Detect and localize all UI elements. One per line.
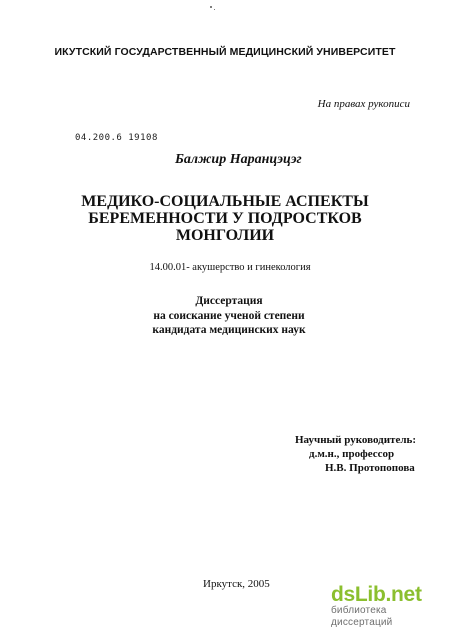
- degree-line: на соискание ученой степени: [153, 309, 305, 322]
- manuscript-note: На правах рукописи: [317, 98, 410, 110]
- university-name: ИКУТСКИЙ ГОСУДАРСТВЕННЫЙ МЕДИЦИНСКИЙ УНИВЕРСИТЕТ: [54, 46, 396, 58]
- supervisor-name: Н.В. Протопопова: [325, 462, 415, 474]
- supervisor-degree: д.м.н., профессор: [309, 448, 395, 460]
- degree-line: Диссертация: [195, 295, 263, 307]
- author-name: Балжир Наранцэцэг: [175, 152, 302, 167]
- watermark-brand: dsLib.net: [331, 583, 422, 606]
- degree-statement: [0, 294, 450, 338]
- registration-stamp: 04.200.6 19108: [75, 133, 158, 143]
- supervisor-label: Научный руководитель:: [295, 434, 416, 446]
- scan-speck: [214, 9, 215, 10]
- watermark-tagline: библиотека диссертаций: [331, 605, 393, 628]
- degree-line: кандидата медицинских наук: [152, 324, 306, 336]
- title-line: МОНГОЛИИ: [175, 227, 275, 244]
- title-line: МЕДИКО-СОЦИАЛЬНЫЕ АСПЕКТЫ: [81, 193, 369, 210]
- specialty-code: 14.00.01- акушерство и гинекология: [149, 262, 311, 273]
- supervisor-block: [295, 433, 416, 475]
- scan-speck: [210, 6, 212, 8]
- city-year: Иркутск, 2005: [203, 578, 270, 590]
- dslib-watermark: [331, 584, 446, 629]
- dissertation-title: [0, 193, 450, 244]
- title-line: БЕРЕМЕННОСТИ У ПОДРОСТКОВ: [88, 210, 362, 227]
